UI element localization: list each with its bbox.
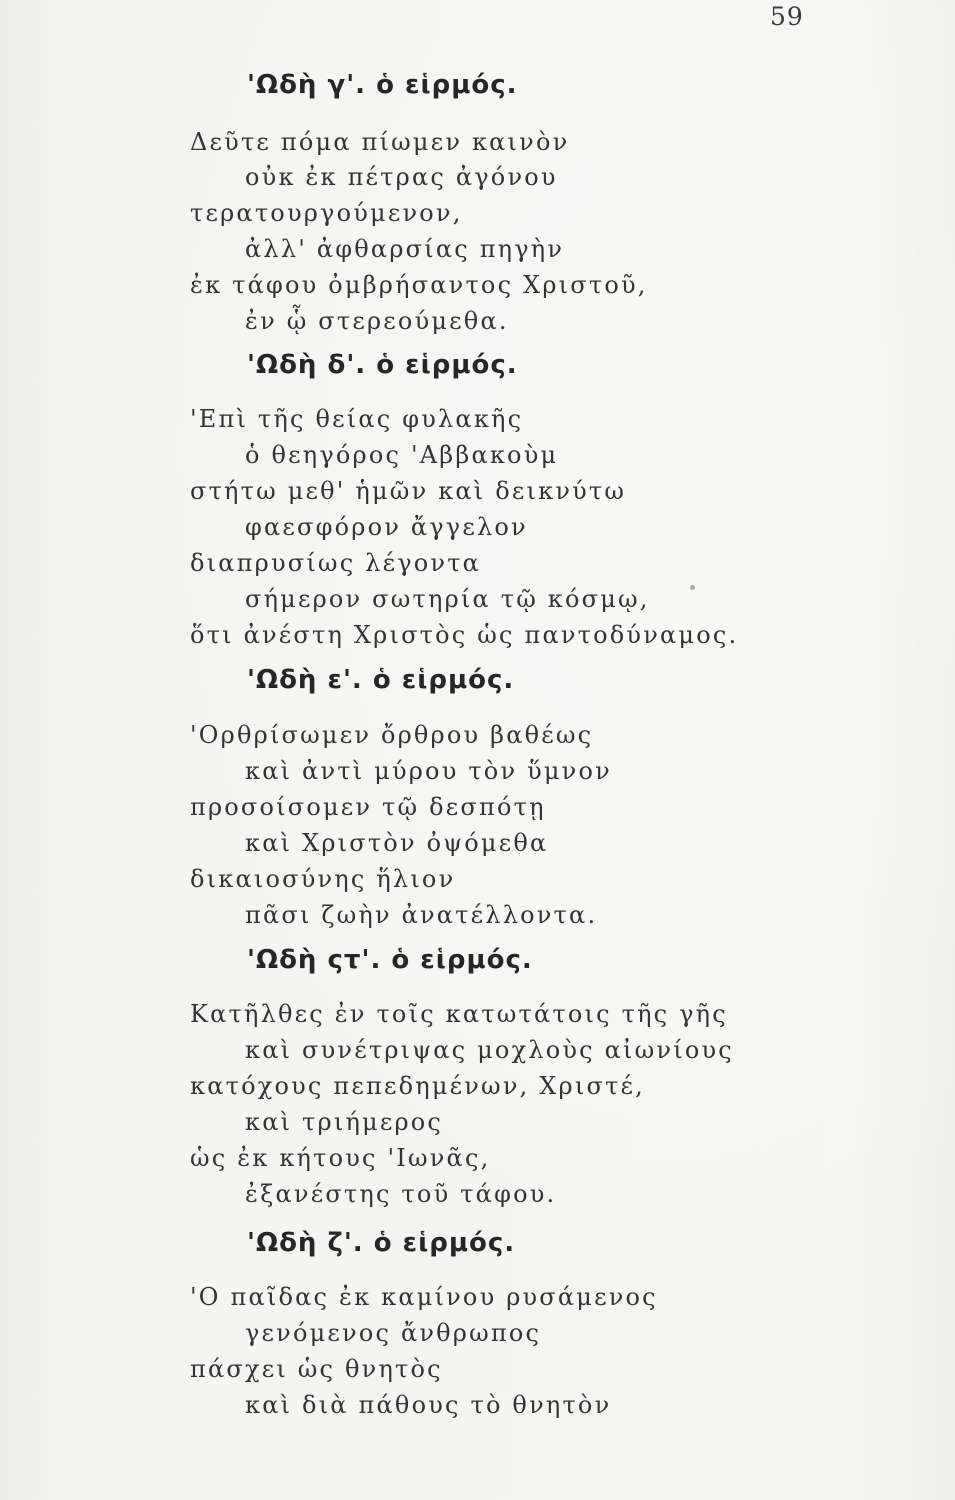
verse-line: καὶ συνέτριψας μοχλοὺς αἰωνίους xyxy=(245,1036,734,1064)
verse-line: Κατῆλθες ἐν τοῖς κατωτάτοις τῆς γῆς xyxy=(190,1000,728,1028)
verse-line: καὶ Χριστὸν ὀψόμεθα xyxy=(245,829,549,857)
verse-line: 'Ο παῖδας ἐκ καμίνου ρυσάμενος xyxy=(190,1283,658,1311)
verse-line: δικαιοσύνης ἥλιον xyxy=(190,865,456,893)
verse-line: πάσχει ὡς θνητὸς xyxy=(190,1355,443,1383)
verse-line: σήμερον σωτηρία τῷ κόσμῳ, xyxy=(245,585,650,613)
verse-line: ὅτι ἀνέστη Χριστὸς ὡς παντοδύναμος. xyxy=(190,621,739,649)
verse-line: ἐξανέστης τοῦ τάφου. xyxy=(245,1180,557,1208)
verse-line: ὡς ἐκ κήτους 'Ιωνᾶς, xyxy=(190,1144,491,1172)
verse-line: Δεῦτε πόμα πίωμεν καινὸν xyxy=(190,128,570,156)
verse-line: στήτω μεθ' ἡμῶν καὶ δεικνύτω xyxy=(190,477,627,505)
verse-line: διαπρυσίως λέγοντα xyxy=(190,549,482,577)
ode-heading: 'Ωδὴ ε'. ὁ εἱρμός. xyxy=(247,665,515,695)
verse-line: τερατουργούμενον, xyxy=(190,199,463,227)
ink-speck xyxy=(690,585,695,590)
verse-line: γενόμενος ἄνθρωπος xyxy=(245,1319,542,1347)
verse-line: ἀλλ' ἀφθαρσίας πηγὴν xyxy=(245,235,565,263)
ode-heading: 'Ωδὴ δ'. ὁ εἱρμός. xyxy=(247,350,518,380)
verse-line: καὶ ἀντὶ μύρου τὸν ὕμνον xyxy=(245,757,612,785)
verse-line: προσοίσομεν τῷ δεσπότῃ xyxy=(190,793,546,821)
verse-line: καὶ τριήμερος xyxy=(245,1108,444,1136)
verse-line: φαεσφόρον ἄγγελον xyxy=(245,513,528,541)
verse-line: 'Ορθρίσωμεν ὄρθρου βαθέως xyxy=(190,721,594,749)
verse-line: ἐν ᾧ στερεούμεθα. xyxy=(245,307,509,335)
ode-heading: 'Ωδὴ ςτ'. ὁ εἱρμός. xyxy=(247,945,533,975)
ode-heading: 'Ωδὴ γ'. ὁ εἱρμός. xyxy=(247,70,518,100)
verse-line: πᾶσι ζωὴν ἀνατέλλοντα. xyxy=(245,901,598,929)
page-number: 59 xyxy=(770,2,804,31)
verse-line: ὁ θεηγόρος 'Αββακοὺμ xyxy=(245,441,559,469)
verse-line: κατόχους πεπεδημένων, Χριστέ, xyxy=(190,1072,645,1100)
verse-line: οὐκ ἐκ πέτρας ἀγόνου xyxy=(245,163,558,191)
verse-line: 'Επὶ τῆς θείας φυλακῆς xyxy=(190,405,524,433)
verse-line: καὶ διὰ πάθους τὸ θνητὸν xyxy=(245,1391,612,1419)
verse-line: ἐκ τάφου ὀμβρήσαντος Χριστοῦ, xyxy=(190,271,648,299)
ode-heading: 'Ωδὴ ζ'. ὁ εἱρμός. xyxy=(247,1228,516,1258)
